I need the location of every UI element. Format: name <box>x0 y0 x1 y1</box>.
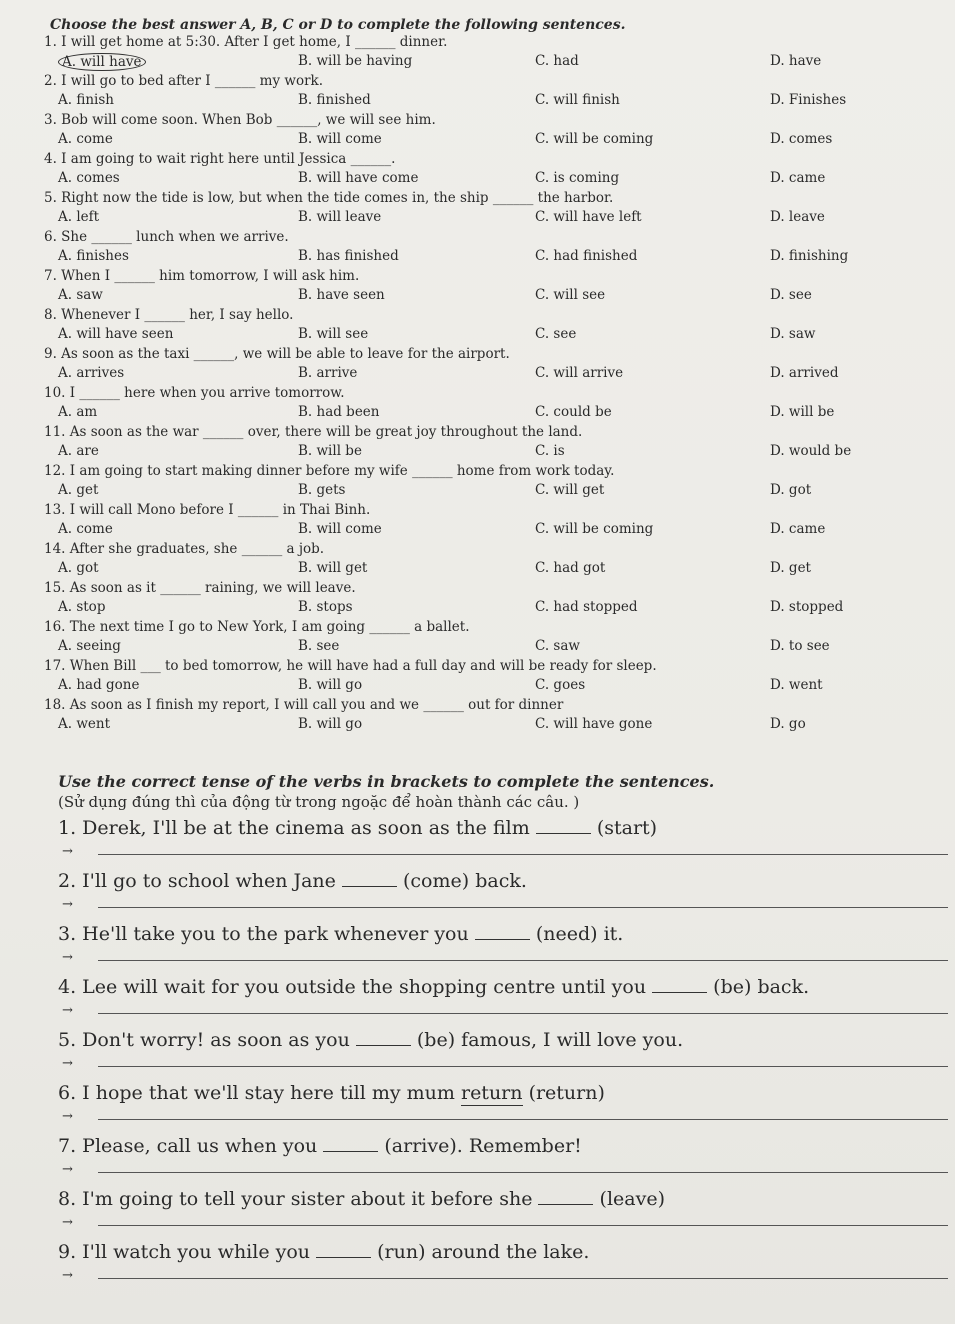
option-b[interactable]: B. gets <box>298 482 346 498</box>
option-b[interactable]: B. will go <box>298 716 363 732</box>
section-instruction: Choose the best answer A, B, C or D to complete the following sentences. <box>50 17 626 33</box>
option-c[interactable]: C. is <box>535 443 565 459</box>
exercise-sentence <box>58 975 948 999</box>
option-b[interactable]: B. will have come <box>298 170 419 186</box>
question-stem: 8. Whenever I ______ her, I say hello. <box>44 307 294 323</box>
option-a[interactable]: A. finishes <box>58 248 129 264</box>
question-item <box>40 463 950 502</box>
verb-hint: (run) around the lake. <box>377 1241 590 1263</box>
option-d[interactable]: D. Finishes <box>770 92 847 108</box>
verb-hint: (leave) <box>599 1188 665 1210</box>
option-a[interactable]: A. left <box>58 209 100 225</box>
question-stem: 7. When I ______ him tomorrow, I will ask him. <box>44 268 360 284</box>
answer-blank[interactable]: return <box>460 1082 523 1104</box>
option-d[interactable]: D. see <box>770 287 812 303</box>
option-a[interactable]: A. will have <box>58 53 146 71</box>
exercise-sentence <box>58 1187 948 1211</box>
option-a[interactable]: A. comes <box>58 170 120 186</box>
option-c[interactable]: C. will be coming <box>535 131 654 147</box>
question-stem: 13. I will call Mono before I ______ in Thai Binh. <box>44 502 371 518</box>
option-d[interactable]: D. to see <box>770 638 830 654</box>
verb-hint: (return) <box>528 1082 605 1104</box>
answer-line[interactable] <box>98 1172 948 1173</box>
question-stem: 9. As soon as the taxi ______, we will be able to leave for the airport. <box>44 346 510 362</box>
option-c[interactable]: C. had <box>535 53 579 69</box>
option-a[interactable]: A. finish <box>58 92 114 108</box>
exercise-item <box>58 922 948 975</box>
option-d[interactable]: D. went <box>770 677 823 693</box>
multiple-choice-section <box>40 16 950 736</box>
question-item <box>40 346 950 385</box>
exercise-item <box>58 1187 948 1240</box>
answer-blank[interactable] <box>342 886 397 887</box>
question-item <box>40 307 950 346</box>
option-b[interactable]: B. see <box>298 638 340 654</box>
answer-line[interactable] <box>98 960 948 961</box>
question-stem: 1. I will get home at 5:30. After I get home, I ______ dinner. <box>44 34 448 50</box>
arrow-icon: → <box>62 1109 73 1124</box>
question-item <box>40 112 950 151</box>
section-instruction: Use the correct tense of the verbs in brackets to complete the sentences. <box>58 772 715 791</box>
option-c[interactable]: C. will be coming <box>535 521 654 537</box>
option-c[interactable]: C. goes <box>535 677 586 693</box>
exercise-sentence <box>58 1081 948 1106</box>
answer-blank[interactable] <box>538 1204 593 1205</box>
verb-hint: (arrive). Remember! <box>384 1135 582 1157</box>
option-c[interactable]: C. had finished <box>535 248 638 264</box>
question-stem: 5. Right now the tide is low, but when the tide comes in, the ship ______ the harbor. <box>44 190 614 206</box>
option-c[interactable]: C. will get <box>535 482 605 498</box>
option-a[interactable]: A. went <box>58 716 110 732</box>
option-c[interactable]: C. will see <box>535 287 606 303</box>
answer-line[interactable] <box>98 854 948 855</box>
question-stem: 12. I am going to start making dinner before my wife ______ home from work today. <box>44 463 615 479</box>
question-item <box>40 268 950 307</box>
option-c[interactable]: C. will have left <box>535 209 642 225</box>
question-item <box>40 190 950 229</box>
question-item <box>40 424 950 463</box>
option-a[interactable]: A. stop <box>58 599 106 615</box>
question-stem: 4. I am going to wait right here until Jessica ______. <box>44 151 396 167</box>
question-item <box>40 385 950 424</box>
option-a[interactable]: A. come <box>58 521 113 537</box>
arrow-icon: → <box>62 950 73 965</box>
question-item <box>40 502 950 541</box>
option-c[interactable]: C. saw <box>535 638 580 654</box>
arrow-icon: → <box>62 1056 73 1071</box>
option-a[interactable]: A. will have seen <box>58 326 174 342</box>
question-item <box>40 658 950 697</box>
exercise-sentence <box>58 922 948 946</box>
option-b[interactable]: B. had been <box>298 404 380 420</box>
option-d[interactable]: D. arrived <box>770 365 839 381</box>
arrow-icon: → <box>62 1003 73 1018</box>
exercise-item <box>58 1028 948 1081</box>
option-b[interactable]: B. will come <box>298 521 382 537</box>
option-b[interactable]: B. stops <box>298 599 353 615</box>
exercise-item <box>58 1240 948 1293</box>
sentence-before: 7. Please, call us when you <box>58 1135 324 1157</box>
verb-hint: (be) back. <box>713 976 810 998</box>
answer-line[interactable] <box>98 907 948 908</box>
option-b[interactable]: B. will leave <box>298 209 382 225</box>
sentence-before: 6. I hope that we'll stay here till my mum <box>58 1082 461 1104</box>
verb-hint: (be) famous, I will love you. <box>416 1029 684 1051</box>
arrow-icon: → <box>62 897 73 912</box>
option-a[interactable]: A. get <box>58 482 99 498</box>
arrow-icon: → <box>62 1215 73 1230</box>
option-c[interactable]: C. had got <box>535 560 606 576</box>
question-item <box>40 541 950 580</box>
answer-line[interactable] <box>98 1278 948 1279</box>
option-d[interactable]: D. leave <box>770 209 825 225</box>
option-d[interactable]: D. comes <box>770 131 833 147</box>
question-stem: 15. As soon as it ______ raining, we will leave. <box>44 580 356 596</box>
option-a[interactable]: A. seeing <box>58 638 121 654</box>
answer-blank[interactable] <box>356 1045 411 1046</box>
option-d[interactable]: D. have <box>770 53 822 69</box>
sentence-before: 8. I'm going to tell your sister about it before she <box>58 1188 539 1210</box>
verb-tense-section <box>58 772 948 1293</box>
option-b[interactable]: B. will get <box>298 560 368 576</box>
option-c[interactable]: C. will arrive <box>535 365 624 381</box>
option-c[interactable]: C. will have gone <box>535 716 653 732</box>
question-item <box>40 619 950 658</box>
option-b[interactable]: B. will come <box>298 131 382 147</box>
answer-blank[interactable] <box>316 1257 371 1258</box>
arrow-icon: → <box>62 1268 73 1283</box>
question-item <box>40 73 950 112</box>
question-stem: 14. After she graduates, she ______ a job. <box>44 541 325 557</box>
answer-blank[interactable] <box>475 939 530 940</box>
option-d[interactable]: D. finishing <box>770 248 849 264</box>
answer-line[interactable] <box>98 1119 948 1120</box>
question-item <box>40 151 950 190</box>
verb-hint: (come) back. <box>403 870 527 892</box>
arrow-icon: → <box>62 844 73 859</box>
exercise-item <box>58 975 948 1028</box>
verb-hint: (start) <box>596 817 658 839</box>
option-b[interactable]: B. finished <box>298 92 371 108</box>
option-d[interactable]: D. stopped <box>770 599 844 615</box>
exercise-item <box>58 869 948 922</box>
sentence-before: 4. Lee will wait for you outside the shopping centre until you <box>58 976 653 998</box>
option-c[interactable]: C. will finish <box>535 92 620 108</box>
option-a[interactable]: A. arrives <box>58 365 125 381</box>
option-a[interactable]: A. are <box>58 443 99 459</box>
option-d[interactable]: D. get <box>770 560 811 576</box>
option-d[interactable]: D. saw <box>770 326 816 342</box>
option-d[interactable]: D. will be <box>770 404 835 420</box>
option-a[interactable]: A. had gone <box>58 677 140 693</box>
exercise-list <box>58 816 948 1293</box>
option-a[interactable]: A. saw <box>58 287 103 303</box>
option-b[interactable]: B. arrive <box>298 365 358 381</box>
section-instruction-vietnamese: (Sử dụng đúng thì của động từ trong ngoặc để hoàn thành các câu. ) <box>58 793 580 811</box>
option-c[interactable]: C. is coming <box>535 170 620 186</box>
option-a[interactable]: A. got <box>58 560 99 576</box>
answer-line[interactable] <box>98 1013 948 1014</box>
option-c[interactable]: C. could be <box>535 404 612 420</box>
question-stem: 11. As soon as the war ______ over, there will be great joy throughout the land. <box>44 424 583 440</box>
question-list <box>40 34 950 736</box>
question-stem: 18. As soon as I finish my report, I will call you and we ______ out for dinner <box>44 697 564 713</box>
option-b[interactable]: B. has finished <box>298 248 399 264</box>
question-stem: 6. She ______ lunch when we arrive. <box>44 229 289 245</box>
question-stem: 10. I ______ here when you arrive tomorrow. <box>44 385 345 401</box>
option-c[interactable]: C. see <box>535 326 577 342</box>
answer-line[interactable] <box>98 1225 948 1226</box>
option-d[interactable]: D. go <box>770 716 806 732</box>
verb-hint: (need) it. <box>535 923 624 945</box>
question-item <box>40 34 950 73</box>
answer-blank[interactable] <box>536 833 591 834</box>
exercise-sentence <box>58 816 948 840</box>
exercise-sentence <box>58 1240 948 1264</box>
question-item <box>40 580 950 619</box>
question-stem: 17. When Bill ___ to bed tomorrow, he will have had a full day and will be ready for sleep. <box>44 658 657 674</box>
option-b[interactable]: B. have seen <box>298 287 385 303</box>
option-d[interactable]: D. would be <box>770 443 852 459</box>
option-c[interactable]: C. had stopped <box>535 599 638 615</box>
question-item <box>40 229 950 268</box>
exercise-sentence <box>58 1028 948 1052</box>
option-d[interactable]: D. came <box>770 521 826 537</box>
exercise-item <box>58 1081 948 1134</box>
answer-blank[interactable] <box>323 1151 378 1152</box>
option-b[interactable]: B. will see <box>298 326 369 342</box>
option-a[interactable]: A. am <box>58 404 98 420</box>
option-b[interactable]: B. will be <box>298 443 362 459</box>
option-d[interactable]: D. got <box>770 482 812 498</box>
answer-line[interactable] <box>98 1066 948 1067</box>
option-a[interactable]: A. come <box>58 131 113 147</box>
option-b[interactable]: B. will be having <box>298 53 413 69</box>
exercise-sentence <box>58 1134 948 1158</box>
sentence-before: 1. Derek, I'll be at the cinema as soon as the film <box>58 817 536 839</box>
sentence-before: 2. I'll go to school when Jane <box>58 870 342 892</box>
exercise-item <box>58 816 948 869</box>
sentence-before: 3. He'll take you to the park whenever you <box>58 923 475 945</box>
question-item <box>40 697 950 736</box>
question-stem: 3. Bob will come soon. When Bob ______, we will see him. <box>44 112 436 128</box>
option-d[interactable]: D. came <box>770 170 826 186</box>
sentence-before: 5. Don't worry! as soon as you <box>58 1029 356 1051</box>
exercise-sentence <box>58 869 948 893</box>
question-stem: 16. The next time I go to New York, I am going ______ a ballet. <box>44 619 470 635</box>
option-b[interactable]: B. will go <box>298 677 363 693</box>
sentence-before: 9. I'll watch you while you <box>58 1241 317 1263</box>
answer-blank[interactable] <box>652 992 707 993</box>
question-stem: 2. I will go to bed after I ______ my work. <box>44 73 324 89</box>
arrow-icon: → <box>62 1162 73 1177</box>
exercise-item <box>58 1134 948 1187</box>
